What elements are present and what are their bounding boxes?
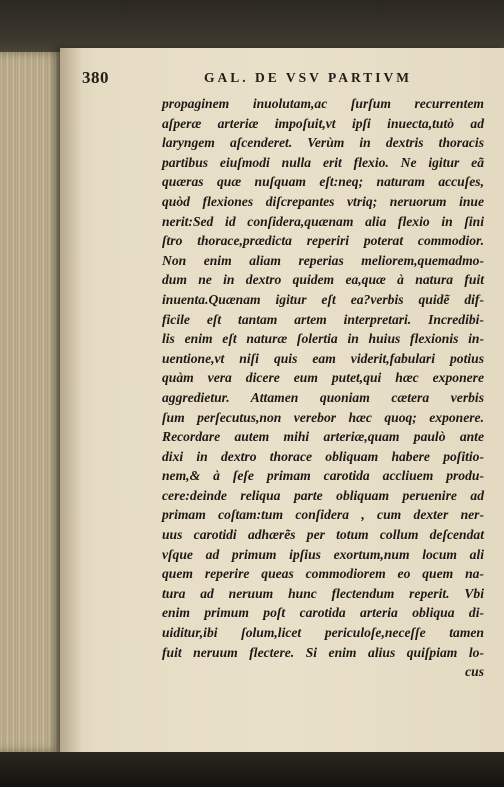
text-line: aſperæ arteriæ impoſuit,vt ipſi inuecta,tutò ad xyxy=(162,115,484,131)
text-line: quæras quæ nuſquam eſt:neq; naturam accuſes, xyxy=(162,174,484,190)
text-line: dixi in dextro thorace obliquam habere poſitio- xyxy=(162,448,484,464)
text-line: dum ne in dextro quidem ea,quæ à natura fuit xyxy=(162,272,484,288)
text-line: Recordare autem mihi arteriæ,quam paulò ante xyxy=(162,429,484,445)
text-line: partibus eiuſmodi nulla erit flexio. Ne igitur eã xyxy=(162,154,484,170)
text-line: Non enim aliam reperias meliorem,quemadmo- xyxy=(162,252,484,268)
book-top-edge xyxy=(0,0,504,52)
text-line: fuit neruum flectere. Si enim alius quiſpiam lo- xyxy=(162,644,484,660)
page-stack-edge xyxy=(0,52,64,752)
body-text xyxy=(162,94,484,682)
page-number: 380 xyxy=(82,68,109,87)
text-line: ficile eſt tantam artem interpretari. Incredibi- xyxy=(162,311,484,327)
text-line: laryngem aſcenderet. Verùm in dextris thoracis xyxy=(162,135,484,151)
page-header xyxy=(82,68,482,90)
text-line: lis enim eſt naturæ ſolertia in huius flexionis in- xyxy=(162,331,484,347)
text-line: uus carotidi adhærẽs per totum collum deſcendat xyxy=(162,527,484,543)
text-line: ſum perſecutus,non verebor hæc quoq; exponere. xyxy=(162,409,484,425)
book-bottom-edge xyxy=(0,752,504,787)
text-line: aggredietur. Attamen quoniam cætera verbis xyxy=(162,389,484,405)
catchword: cus xyxy=(465,664,484,680)
text-line: quàm vera dicere eum putet,qui hæc exponere xyxy=(162,370,484,386)
running-head: GAL. DE VSV PARTIVM xyxy=(204,70,413,85)
text-line: propaginem inuolutam,ac ſurſum recurrentem xyxy=(162,96,484,111)
text-line: vſque ad primum ipſius exortum,num locum ali xyxy=(162,546,484,562)
text-line: ſtro thorace,prædicta reperiri poterat commodior. xyxy=(162,233,484,249)
text-line: cere:deinde reliqua parte obliquam peruenire ad xyxy=(162,487,484,503)
text-line: quòd flexiones diſcrepantes vtriq; neruorum inue xyxy=(162,193,484,209)
text-line: uiditur,ibi ſolum,licet periculoſe,neceſſe tamen xyxy=(162,625,484,641)
text-line: tura ad neruum hunc flectendum reperit. Vbi xyxy=(162,585,484,601)
text-line: nerit:Sed id conſidera,quænam alia flexio in ſini xyxy=(162,213,484,229)
text-line: quem reperire queas commodiorem eo quem na- xyxy=(162,566,484,582)
text-line: inuenta.Quænam igitur eſt ea?verbis quidẽ dif- xyxy=(162,291,484,307)
text-line: primam coſtam:tum conſidera , cum dexter ner- xyxy=(162,507,484,523)
text-line: uentione,vt niſi quis eam viderit,fabulari potius xyxy=(162,350,484,366)
text-line: enim primum poſt carotida arteria obliqua di- xyxy=(162,605,484,621)
text-line: nem,& à ſeſe primam carotida accliuem produ- xyxy=(162,468,484,484)
